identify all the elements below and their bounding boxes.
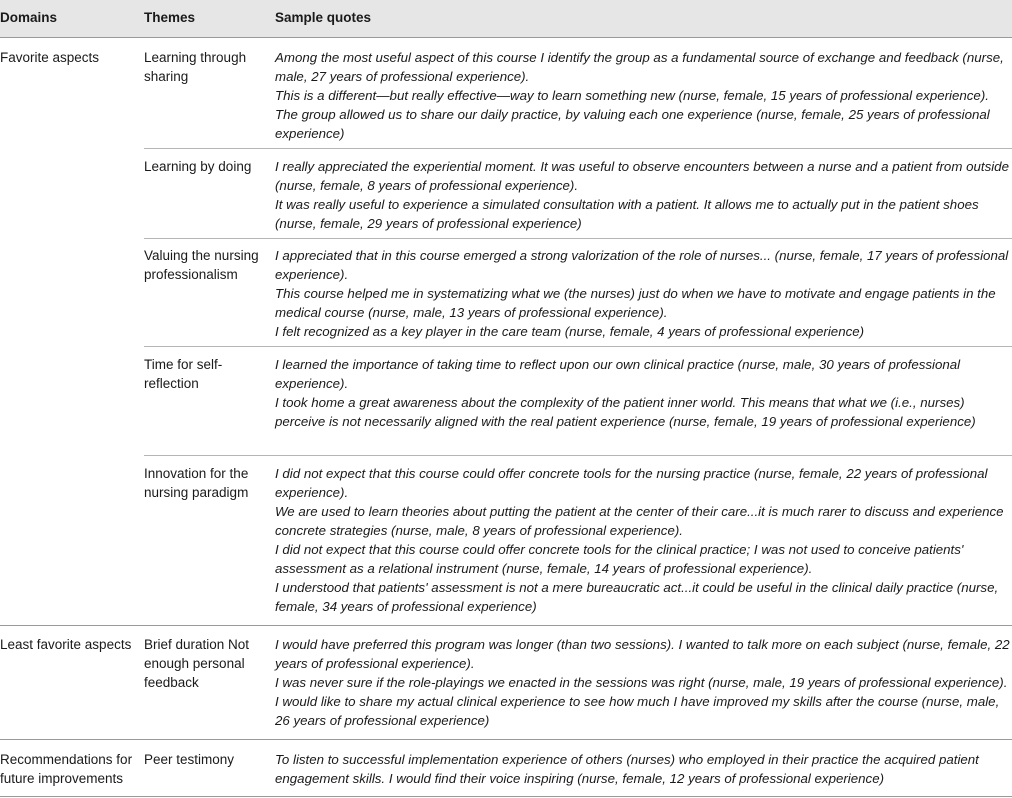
row-divider: [144, 346, 1012, 347]
row-divider: [144, 455, 1012, 456]
quote-text: The group allowed us to share our daily practice, by valuing each one experience (nurse, female, 25 years of professional experience): [275, 107, 990, 141]
quotes-cell: [275, 635, 1012, 730]
table-header: [0, 0, 1012, 38]
theme-cell: Learning through sharing: [144, 50, 247, 84]
theme-cell: Innovation for the nursing paradigm: [144, 466, 249, 500]
quote-text: I felt recognized as a key player in the care team (nurse, female, 4 years of professional experience): [275, 324, 865, 339]
domain-cell: Least favorite aspects: [0, 637, 132, 652]
quotes-cell: [275, 355, 1012, 431]
header-sample-quotes: Sample quotes: [275, 10, 372, 25]
quote-text: This is a different—but really effective—way to learn something new (nurse, female, 15 years of professional experience).: [275, 88, 989, 103]
quotes-cell: [275, 48, 1012, 143]
quote-text: It was really useful to experience a simulated consultation with a patient. It allows me to actually put in the patient shoes (nurse, female, 29 years of professional experience): [275, 197, 979, 231]
quote-text: I did not expect that this course could offer concrete tools for the nursing practice (nurse, female, 22 years of professional experience).: [275, 466, 988, 500]
quotes-cell: [275, 246, 1012, 341]
quote-text: I understood that patients' assessment is not a mere bureaucratic act...it could be useful in the clinical daily practice (nurse, female, 34 years of professional experience): [275, 580, 999, 614]
quote-text: I really appreciated the experiential moment. It was useful to observe encounters between a nurse and a patient from outside (nurse, female, 8 years of professional experience).: [275, 159, 1009, 193]
quote-text: This course helped me in systematizing what we (the nurses) just do when we have to motivate and engage patients in the medical course (nurse, male, 13 years of professional experience).: [275, 286, 996, 320]
quotes-cell: [275, 464, 1012, 616]
section-divider: [0, 625, 1012, 626]
theme-cell: Time for self-reflection: [144, 357, 223, 391]
domain-cell: Recommendations for future improvements: [0, 752, 133, 786]
row-divider: [144, 238, 1012, 239]
quote-text: I learned the importance of taking time to reflect upon our own clinical practice (nurse, male, 30 years of professional experience).: [275, 357, 961, 391]
quote-text: To listen to successful implementation experience of others (nurses) who employed in their practice the acquired patient engagement skills. I would find their voice inspiring (nurse, female, 12 years of professional experience): [275, 752, 979, 786]
theme-cell: Learning by doing: [144, 159, 252, 174]
domain-cell: Favorite aspects: [0, 50, 100, 65]
theme-cell: Peer testimony: [144, 752, 235, 767]
table-bottom-rule: [0, 796, 1012, 797]
quote-text: I appreciated that in this course emerged a strong valorization of the role of nurses... (nurse, female, 17 years of professional experience).: [275, 248, 1009, 282]
quote-text: I did not expect that this course could offer concrete tools for the clinical practice; I was not used to conceive patients' assessment as a relational instrument (nurse, female, 14 years of professional experience).: [275, 542, 964, 576]
quote-text: I took home a great awareness about the complexity of the patient inner world. This means that what we (i.e., nurses) perceive is not necessarily aligned with the real patient experience (nurse, female, 19 years of professional experience): [275, 395, 976, 429]
row-divider: [144, 148, 1012, 149]
theme-cell: Brief duration Not enough personal feedback: [144, 637, 250, 690]
quote-text: I would like to share my actual clinical experience to see how much I have improved my skills after the course (nurse, male, 26 years of professional experience): [275, 694, 1000, 728]
section-divider: [0, 739, 1012, 740]
header-themes: Themes: [144, 10, 196, 25]
quote-text: We are used to learn theories about putting the patient at the center of their care...it is much rarer to discuss and experience concrete strategies (nurse, male, 8 years of professional experience).: [275, 504, 1004, 538]
quote-text: Among the most useful aspect of this course I identify the group as a fundamental source of exchange and feedback (nurse, male, 27 years of professional experience).: [275, 50, 1004, 84]
quotes-cell: [275, 157, 1012, 233]
quote-text: I was never sure if the role-playings we enacted in the sessions was right (nurse, male, 19 years of professional experience).: [275, 675, 1008, 690]
quotes-cell: [275, 750, 1012, 788]
theme-cell: Valuing the nursing professionalism: [144, 248, 259, 282]
quote-text: I would have preferred this program was longer (than two sessions). I wanted to talk more on each subject (nurse, female, 22 years of professional experience).: [275, 637, 1010, 671]
header-domains: Domains: [0, 10, 58, 25]
